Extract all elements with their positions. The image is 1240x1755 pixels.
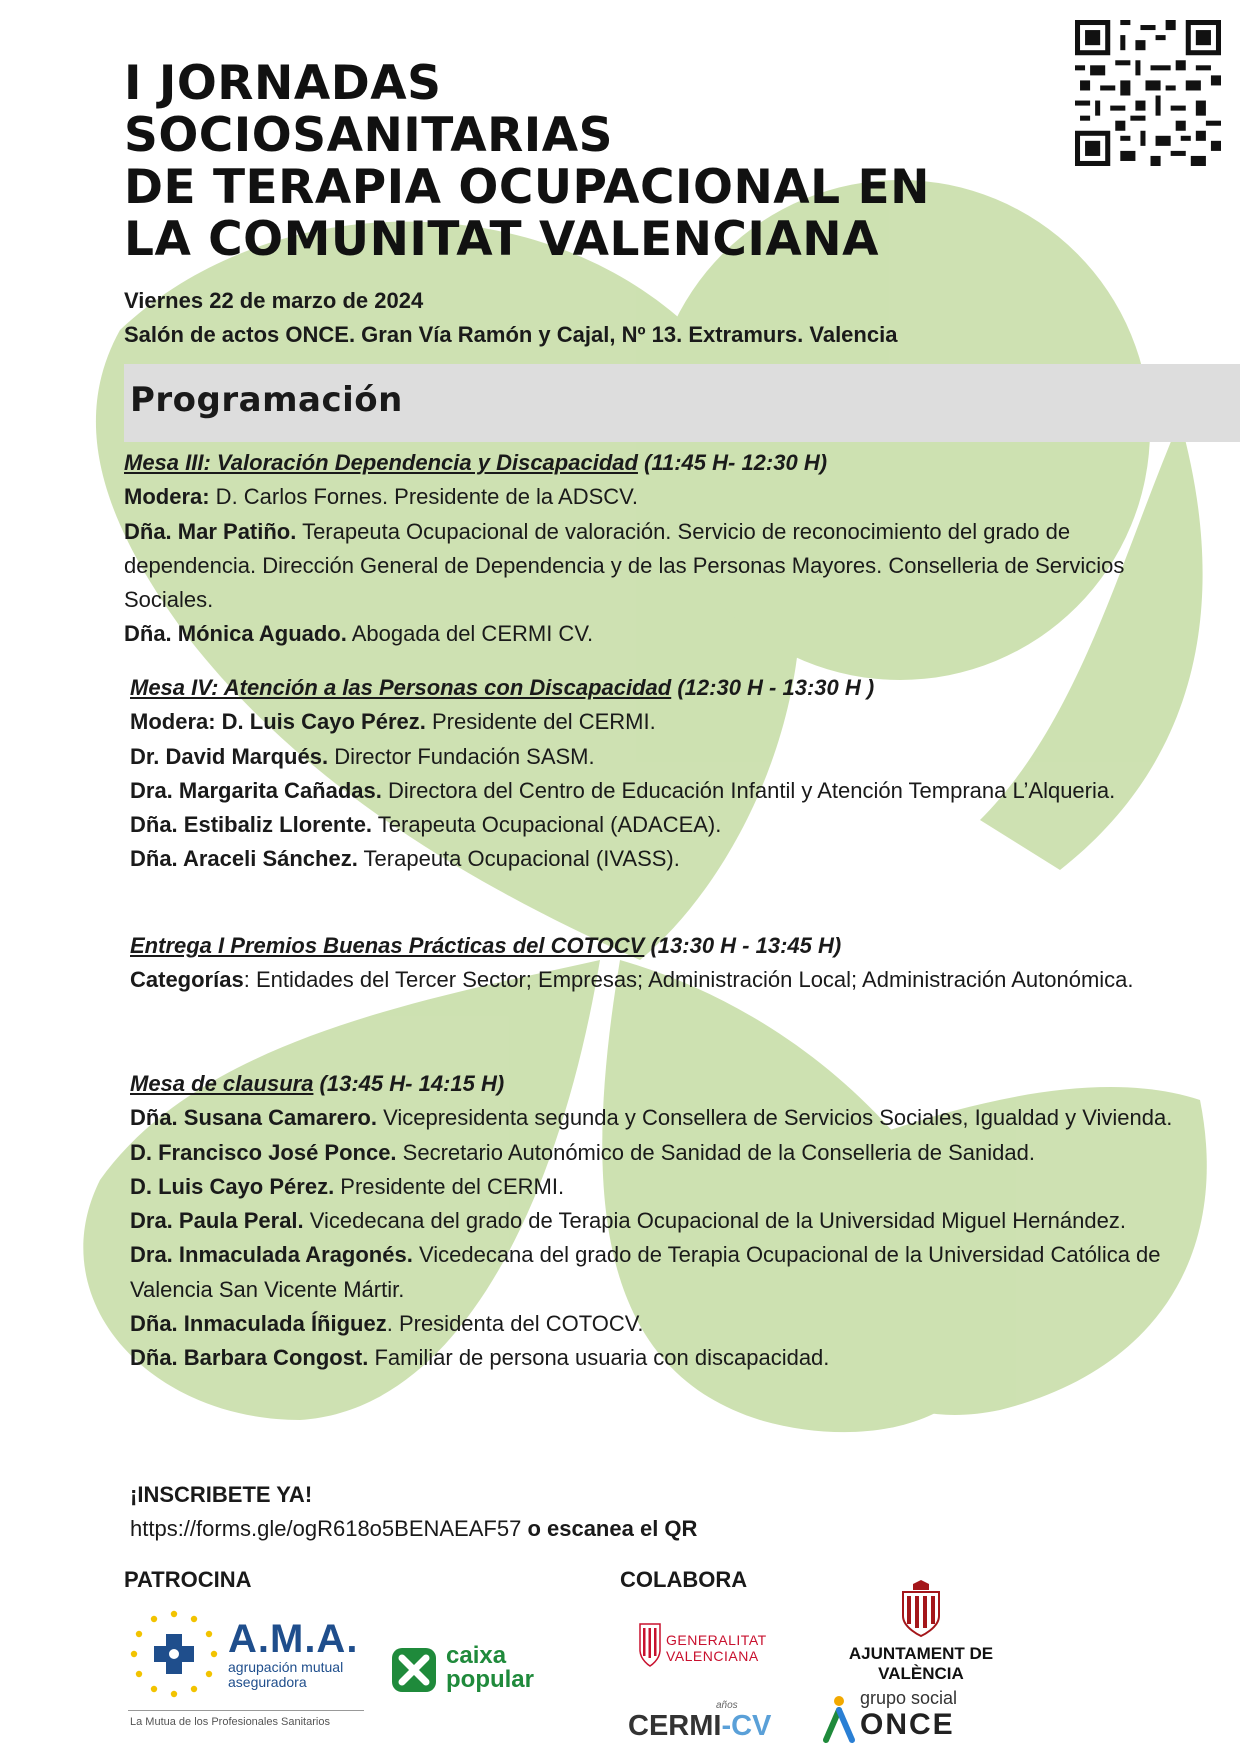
section-heading	[130, 671, 1180, 705]
colabora-label: COLABORA	[620, 1567, 748, 1592]
ajuntament-crest-icon	[891, 1580, 951, 1640]
speaker-name: Dra. Margarita Cañadas.	[130, 777, 382, 803]
ama-star-ring-icon	[128, 1608, 220, 1700]
speaker-role: Vicedecana del grado de Terapia Ocupacional de la Universidad Miguel Hernández.	[303, 1208, 1126, 1234]
event-venue: Salón de actos ONCE. Gran Vía Ramón y Cajal, Nº 13. Extramurs. Valencia	[124, 322, 898, 347]
moderator-label: Modera:	[124, 484, 210, 510]
mesa-iii-section	[124, 446, 1174, 652]
section-title: Mesa IV: Atención a las Personas con Discapacidad	[130, 675, 672, 700]
speaker-role: Directora del Centro de Educación Infantil y Atención Temprana L’Alqueria.	[381, 777, 1116, 803]
speaker-line	[130, 842, 1180, 876]
section-time: (12:30 H - 13:30 H )	[671, 675, 875, 700]
speaker-role: Terapeuta Ocupacional (IVASS).	[357, 846, 680, 872]
moderator-line	[130, 705, 1180, 739]
speaker-line	[130, 1307, 1180, 1341]
event-meta	[124, 284, 897, 352]
generalitat-text	[666, 1632, 767, 1664]
grupo-social-once-logo	[822, 1688, 982, 1748]
moderator-text: D. Carlos Fornes. Presidente de la ADSCV.	[209, 484, 638, 510]
cermi-years-text: años	[716, 1700, 738, 1711]
once-subtitle: grupo social	[860, 1688, 958, 1708]
speaker-name: Dña. Barbara Congost.	[130, 1345, 369, 1371]
moderator-label: Modera: D. Luis Cayo Pérez.	[130, 709, 426, 735]
clausura-section	[130, 1067, 1180, 1376]
ama-subtitle: aseguradora	[228, 1674, 307, 1690]
speaker-name: D. Luis Cayo Pérez.	[130, 1173, 335, 1199]
speaker-line	[130, 1341, 1180, 1375]
section-heading	[130, 929, 1180, 963]
section-time: (11:45 H- 12:30 H)	[637, 450, 828, 475]
qr-code[interactable]	[1075, 20, 1221, 166]
premios-section	[130, 929, 1180, 998]
caixa-line: caixa	[446, 1642, 507, 1669]
speaker-line	[130, 1170, 1180, 1204]
categories-label: Categorías	[130, 967, 244, 993]
title-line: I JORNADAS	[124, 56, 442, 111]
title-line: LA COMUNITAT VALENCIANA	[124, 212, 879, 267]
once-name: ONCE	[860, 1708, 955, 1741]
event-date: Viernes 22 de marzo de 2024	[124, 288, 424, 313]
ama-text	[228, 1618, 358, 1690]
caixa-popular-logo	[390, 1644, 570, 1696]
cermi-name: CERMI	[628, 1710, 722, 1742]
speaker-line	[124, 617, 1174, 651]
speaker-name: Dra. Paula Peral.	[130, 1208, 304, 1234]
speaker-role: Abogada del CERMI CV.	[346, 621, 594, 647]
section-title: Mesa de clausura	[130, 1071, 314, 1096]
generalitat-shield-icon	[638, 1620, 662, 1668]
speaker-role: Director Fundación SASM.	[328, 743, 595, 769]
ama-name: A.M.A.	[228, 1617, 359, 1661]
speaker-line	[130, 740, 1180, 774]
ajuntament-valencia-logo	[806, 1580, 1036, 1683]
cermi-cv-logo	[628, 1698, 788, 1748]
caixa-line: popular	[446, 1666, 534, 1693]
speaker-name: Dña. Mónica Aguado.	[124, 621, 347, 647]
speaker-line	[130, 1238, 1180, 1307]
registration-line	[130, 1512, 697, 1546]
patrocina-label: PATROCINA	[124, 1567, 252, 1592]
speaker-role: . Presidenta del COTOCV.	[386, 1311, 644, 1337]
gv-line: GENERALITAT	[666, 1632, 767, 1648]
speaker-line	[130, 808, 1180, 842]
speaker-role: Terapeuta Ocupacional (ADACEA).	[372, 812, 722, 838]
ama-subtitle: agrupación mutual	[228, 1659, 344, 1675]
speaker-name: Dña. Mar Patiño.	[124, 518, 297, 544]
ama-divider	[128, 1710, 364, 1711]
speaker-name: D. Francisco José Ponce.	[130, 1139, 397, 1165]
speaker-role: Vicedecana del grado de Terapia Ocupacional de la Universidad Católica de Valencia San Vicente Mártir.	[130, 1242, 1161, 1302]
section-title: Entrega I Premios Buenas Prácticas del COTOCV	[130, 933, 645, 958]
scan-qr-text: o escanea el QR	[521, 1516, 698, 1541]
speaker-line	[130, 1101, 1180, 1135]
speaker-role: Secretario Autonómico de Sanidad de la Conselleria de Sanidad.	[396, 1139, 1035, 1165]
speaker-line	[124, 515, 1174, 618]
title-line: DE TERAPIA OCUPACIONAL EN	[124, 160, 930, 215]
speaker-role: Terapeuta Ocupacional de valoración. Servicio de reconocimiento del grado de dependencia. Dirección General de Dependencia y de las Personas Mayores. Conselleria de Servicios Sociales.	[124, 518, 1125, 613]
speaker-line	[130, 1136, 1180, 1170]
mesa-iv-section	[130, 671, 1180, 877]
cermi-suffix: -CV	[721, 1710, 772, 1742]
speaker-name: Dr. David Marqués.	[130, 743, 329, 769]
speaker-name: Dña. Susana Camarero.	[130, 1105, 377, 1131]
speaker-role: Familiar de persona usuaria con discapacidad.	[368, 1345, 830, 1371]
registration-block	[130, 1478, 697, 1546]
moderator-text: Presidente del CERMI.	[425, 709, 656, 735]
speaker-role: Presidente del CERMI.	[334, 1173, 565, 1199]
ajuntament-text: AJUNTAMENT DE VALÈNCIA	[848, 1644, 994, 1683]
speaker-name: Dra. Inmaculada Aragonés.	[130, 1242, 413, 1268]
ama-logo	[128, 1608, 358, 1698]
caixa-popular-text	[446, 1644, 534, 1692]
title-line: SOCIOSANITARIAS	[124, 108, 613, 163]
speaker-name: Dña. Araceli Sánchez.	[130, 846, 358, 872]
caixa-popular-icon	[390, 1646, 438, 1694]
event-title	[124, 58, 1044, 266]
section-heading	[130, 1067, 1180, 1101]
once-figure-icon	[822, 1694, 856, 1744]
generalitat-valenciana-logo	[638, 1620, 768, 1680]
categories-line	[130, 963, 1180, 997]
section-heading	[124, 446, 1174, 480]
moderator-line	[124, 480, 1174, 514]
ama-tagline: La Mutua de los Profesionales Sanitarios	[130, 1716, 330, 1728]
section-time: (13:30 H - 13:45 H)	[644, 933, 842, 958]
speaker-name: Dña. Estibaliz Llorente.	[130, 812, 373, 838]
speaker-line	[130, 774, 1180, 808]
programacion-bar	[124, 364, 1240, 442]
cermi-text	[628, 1710, 771, 1743]
section-title: Mesa III: Valoración Dependencia y Discapacidad	[124, 450, 638, 475]
registration-cta: ¡INSCRIBETE YA!	[130, 1482, 313, 1507]
speaker-line	[130, 1204, 1180, 1238]
programacion-heading: Programación	[130, 380, 403, 420]
registration-link[interactable]: https://forms.gle/ogR618o5BENAEAF57	[130, 1516, 522, 1541]
gv-line: VALENCIANA	[666, 1648, 759, 1664]
section-time: (13:45 H- 14:15 H)	[313, 1071, 505, 1096]
categories-text: : Entidades del Tercer Sector; Empresas; Administración Local; Administración Autonómica.	[243, 967, 1134, 993]
speaker-name: Dña. Inmaculada Íñiguez	[130, 1311, 387, 1337]
speaker-role: Vicepresidenta segunda y Consellera de Servicios Sociales, Igualdad y Vivienda.	[376, 1105, 1173, 1131]
